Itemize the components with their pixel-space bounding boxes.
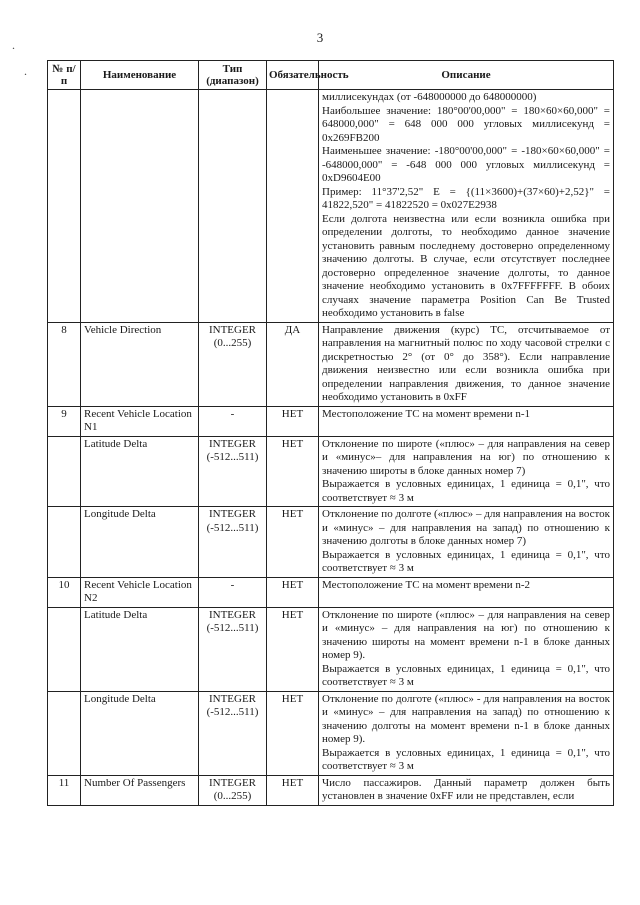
description-paragraph: Выражается в условных единицах, 1 единица = 0,1", что соответствует ≈ 3 м <box>322 548 610 574</box>
table-row <box>48 322 614 406</box>
row-description <box>319 507 614 578</box>
row-type: - <box>199 406 267 436</box>
row-type: INTEGER (0...255) <box>199 775 267 805</box>
row-description <box>319 577 614 607</box>
table-row <box>48 607 614 691</box>
description-paragraph: Если долгота неизвестна или если возникла ошибка при определении долготы, то необходимо данное значение установить равным последнему достоверно определенному значению долготы. В случае, если отсутствует последнее достоверно определенное значение долготы, то данное значение необходимо установить в 0x7FFFFFFF. В обоих случаях значение параметра Position Can Be Trusted необходимо установить в false <box>322 212 610 319</box>
row-type: INTEGER (-512...511) <box>199 507 267 578</box>
row-description <box>319 607 614 691</box>
description-paragraph: Отклонение по широте («плюс» – для направления на север и «минус» – для направления на юг) по отношению к значению широты на момент времени n-1 в блоке данных номер 9). <box>322 608 610 661</box>
row-number <box>48 507 81 578</box>
row-required: ДА <box>267 322 319 406</box>
table-row <box>48 775 614 805</box>
table-body <box>48 90 614 806</box>
description-paragraph: Отклонение по долготе («плюс» – для направления на восток и «минус» – для направления на запад) по отношению к значению долготы в блоке данных номер 7) <box>322 508 610 547</box>
row-type <box>199 90 267 323</box>
spec-table <box>47 60 614 806</box>
description-paragraph: Наибольшее значение: 180°00'00,000" = 180×60×60,000" = 648000,000" = 648 000 000 угловых миллисекунд = 0x269FB200 <box>322 104 610 144</box>
row-required: НЕТ <box>267 577 319 607</box>
row-name: Number Of Passengers <box>81 775 199 805</box>
description-paragraph: Наименьшее значение: -180°00'00,000" = -180×60×60,000" = -648000,000" = -648 000 000 угловых миллисекунд = 0xD9604E00 <box>322 145 610 184</box>
row-description <box>319 775 614 805</box>
row-number <box>48 436 81 507</box>
row-description <box>319 90 614 323</box>
description-paragraph: Число пассажиров. Данный параметр должен быть установлен в значение 0xFF или не представлен, если <box>322 776 610 802</box>
table-row <box>48 507 614 578</box>
description-paragraph: Отклонение по долготе («плюс» - для направления на восток и «минус» – для направления на запад) по отношению к значению долготы на момент времени n-1 в блоке данных номер 9). <box>322 692 610 745</box>
row-required: НЕТ <box>267 691 319 775</box>
row-name: Latitude Delta <box>81 436 199 507</box>
row-required <box>267 90 319 323</box>
description-paragraph: миллисекундах (от -648000000 до 648000000) <box>322 91 537 103</box>
row-name: Longitude Delta <box>81 691 199 775</box>
page-number: 3 <box>316 30 324 45</box>
header-description: Описание <box>319 61 614 90</box>
description-paragraph: Выражается в условных единицах, 1 единица = 0,1", что соответствует ≈ 3 м <box>322 746 610 772</box>
table-row <box>48 577 614 607</box>
table-row <box>48 691 614 775</box>
row-name: Vehicle Direction <box>81 322 199 406</box>
row-name: Recent Vehicle Location N1 <box>81 406 199 436</box>
description-paragraph: Выражается в условных единицах, 1 единица = 0,1", что соответствует ≈ 3 м <box>322 662 610 688</box>
row-number: 9 <box>48 406 81 436</box>
description-paragraph: Местоположение ТС на момент времени n-1 <box>322 407 531 420</box>
description-paragraph: Отклонение по широте («плюс» – для направления на север и «минус»– для направления на юг) по отношению к значению широты в блоке данных номер 7) <box>322 437 610 477</box>
row-description <box>319 436 614 507</box>
row-name: Longitude Delta <box>81 507 199 578</box>
table-row <box>48 436 614 507</box>
row-type: INTEGER (0...255) <box>199 322 267 406</box>
table-row <box>48 406 614 436</box>
row-name <box>81 90 199 323</box>
header-required: Обязательность <box>267 61 319 90</box>
row-required: НЕТ <box>267 775 319 805</box>
row-required: НЕТ <box>267 406 319 436</box>
row-type: INTEGER (-512...511) <box>199 436 267 507</box>
row-name: Recent Vehicle Location N2 <box>81 577 199 607</box>
row-required: НЕТ <box>267 507 319 578</box>
row-number: 8 <box>48 322 81 406</box>
row-required: НЕТ <box>267 436 319 507</box>
description-paragraph: Местоположение ТС на момент времени n-2 <box>322 578 531 591</box>
table-header-row <box>48 61 614 90</box>
row-required: НЕТ <box>267 607 319 691</box>
row-number <box>48 90 81 323</box>
row-description <box>319 322 614 406</box>
row-number <box>48 607 81 691</box>
description-paragraph: Выражается в условных единицах, 1 единица = 0,1", что соответствует ≈ 3 м <box>322 478 610 504</box>
header-type: Тип (диапазон) <box>199 61 267 90</box>
description-paragraph: Направление движения (курс) ТС, отсчитываемое от направления на магнитный полюс по ходу часовой стрелки с дискретностью 2° (от 0° до 358°). Если направление движения неизвестно или если возникла ошибка при определении направления движения, то данное значение необходимо установить в 0xFF <box>322 323 610 403</box>
row-type: - <box>199 577 267 607</box>
row-description <box>319 691 614 775</box>
row-number: 11 <box>48 775 81 805</box>
row-name: Latitude Delta <box>81 607 199 691</box>
row-type: INTEGER (-512...511) <box>199 691 267 775</box>
header-num: № п/п <box>48 61 81 90</box>
margin-mark: . <box>24 64 27 78</box>
row-type: INTEGER (-512...511) <box>199 607 267 691</box>
header-name: Наименование <box>81 61 199 90</box>
row-number <box>48 691 81 775</box>
table-row <box>48 90 614 323</box>
description-paragraph: Пример: 11°37'2,52" E = {(11×3600)+(37×60)+2,52}" = 41822,520" = 41822520 = 0x027E2938 <box>322 185 610 211</box>
margin-mark: . <box>12 38 15 52</box>
row-description <box>319 406 614 436</box>
row-number: 10 <box>48 577 81 607</box>
